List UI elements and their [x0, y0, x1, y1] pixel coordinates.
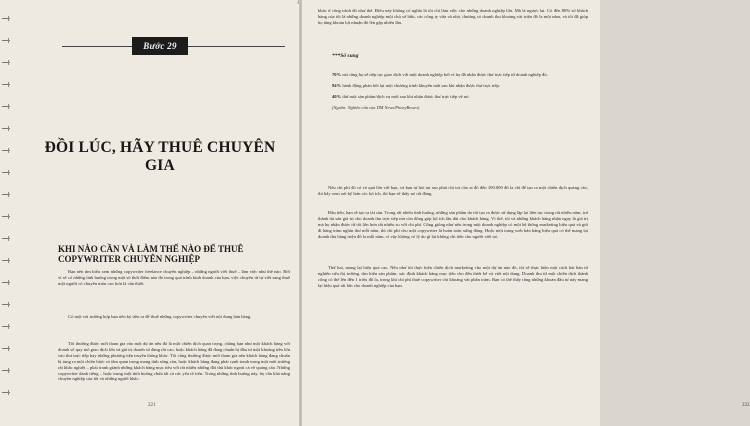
- body-paragraph: Tôi thường được mời tham gia vào một dự án nếu đó là một chiến dịch quan trọng, chẳng hạn như một khách hàng với doanh số quy mô giao dịch lớn và giá trị doanh số đang rất cao, hoặc khách hàng đã đang chuẩn bị đầu tư một khoảng tiền lớn vào thư trực tiếp hay những phương tiện truyền thông khác. Tôi cũng thường được mời tham gia nếu khách hàng đang chuẩn bị tung ra một chiến lược có tầm quan trọng mang tính sống còn, hoặc khách hàng đang phải cạnh tranh trong một môi trường rất khắc nghiệt – phải tranh giành những khách hàng mục tiêu với rất nhiều những đối thủ khác ngoài cả về quảng cáo. Những copywriter danh tiếng – hoặc trung một tình huống chứa tất cả các yếu tố trên. Trong những tình huống này, họ cần khả năng chuyên nghiệp của tôi và những người khác.: [58, 341, 290, 382]
- section-title: KHI NÀO CẦN VÀ LÀM THẾ NÀO ĐỂ THUÊ COPYWRITER CHUYÊN NGHIỆP: [58, 244, 244, 264]
- stat-item: 70% nói rằng họ sẽ tiếp tục giao dịch với một doanh nghiệp bởi vì họ đã nhận được thư trực tiếp từ doanh nghiệp đó.: [332, 72, 548, 77]
- right-page: [302, 0, 750, 426]
- chapter-title: ĐỒI LÚC, HÃY THUÊ CHUYÊN GIA: [44, 139, 276, 174]
- body-paragraph: Nếu chi phí đó có vẻ quá lớn với bạn, và bạn tự hỏi tại sao phải chi trả cho ai đó đến 100.000 đô la chỉ để tạo ra một chiến dịch quảng cáo, thì hãy xem xét kỹ hơn các lợi ích, thì bạn sẽ thấy nó rất đáng.: [318, 185, 588, 196]
- stats-list: [332, 72, 582, 110]
- stat-item: 40% thử một sản phẩm/dịch vụ mới sau khi nhận được thư trực tiếp về nó.: [332, 94, 470, 99]
- stat-item: 94% hành động phản hồi lại một chương trình khuyến mãi sau khi nhận được thư trực tiếp.: [332, 83, 500, 88]
- body-paragraph: Thứ hai, mang lại hiệu quả cao. Nếu như tôi thực hiện chiến dịch marketing cho một dự án nào đó, tôi sẽ thực hiện một cách bài bản từ nghiên cứu thị trường, tìm hiểu sản phẩm, xác định khách hàng mục tiêu cho đến thiết kế và viết nội dung. Doanh thu từ một chiến dịch thành công có thể lên đến 1 triệu đô la, trong khi chi phí thuê copywriter chỉ khoảng vài phần trăm. Bạn có thể thấy rằng những khoản đầu tư này mang lại hiệu quả rất lớn cho doanh nghiệp của bạn.: [318, 265, 588, 288]
- stats-source: (Nguồn: Nghiên cứu của DM News/PitneyBowes): [332, 105, 420, 110]
- stats-heading: ***Số sung: [332, 53, 359, 59]
- body-paragraph: Đầu tiên, bạn sẽ tạo ra tài sản. Trong rất nhiều tình huống, những sản phẩm do tôi tạo ra được sử dụng lặp lại liên tục trong rất nhiều năm, trở thành tài sản giá trị cho doanh thu trực tiếp mà còn đóng góp lợi ích lâu dài cho khách hàng. Vì thế, tôi và những khách hàng nhận ngay là giá trị mà họ nhận được từ tôi lớn hơn rất nhiều so với chi phí. Cũng giống như nếu trong một doanh nghiệp có một hệ thống marketing hiệu quả và gửi đi hàng trăm nghìn thư mỗi năm, thì chi phí cho một copywriter là hoàn toàn xứng đáng. Hoặc một trang web bán hàng hiệu quả có thể mang lại doanh thu hàng triệu đô la mỗi năm, vì vậy không có lý do gì lại không chi tiền cho người viết nó.: [318, 210, 588, 239]
- page-number-right: 222: [742, 403, 750, 408]
- body-paragraph: khác ở công trình đó như thế. Điều này không có nghĩa là tôi chỉ làm việc cho những doanh nghiệp lớn. Mà là ngược lại. Có đến 80% số khách hàng của tôi là những doanh nghiệp một chủ sở hữu, các công ty vừa và nhỏ, thương có doanh thu khoảng vài triệu đô la một năm, và tôi đã giúp họ tăng khoản lợi nhuận đó lên gấp nhiều lần.: [318, 8, 588, 25]
- body-paragraph: Bạn nên tìm hiểu xem những copywriter freelance chuyên nghiệp – những người viết thuê – làm việc như thế nào. Bởi vì sẽ có những tình huống trong một số thời điểm nào đó trong quá trình kinh doanh của bạn, việc chuyên từ tự viết sang thuê một người có chuyên môn cao hơn là cần thiết.: [58, 269, 290, 286]
- chapter-label: Bước 29: [132, 37, 188, 55]
- left-page: [0, 0, 299, 426]
- body-paragraph: Có một vài trường hợp bạn nên ký tiền ra để thuê những copywriter chuyên viết nội dung bán hàng.: [68, 314, 252, 319]
- page-number-left: 221: [148, 403, 156, 408]
- spiral-binding: [0, 0, 18, 426]
